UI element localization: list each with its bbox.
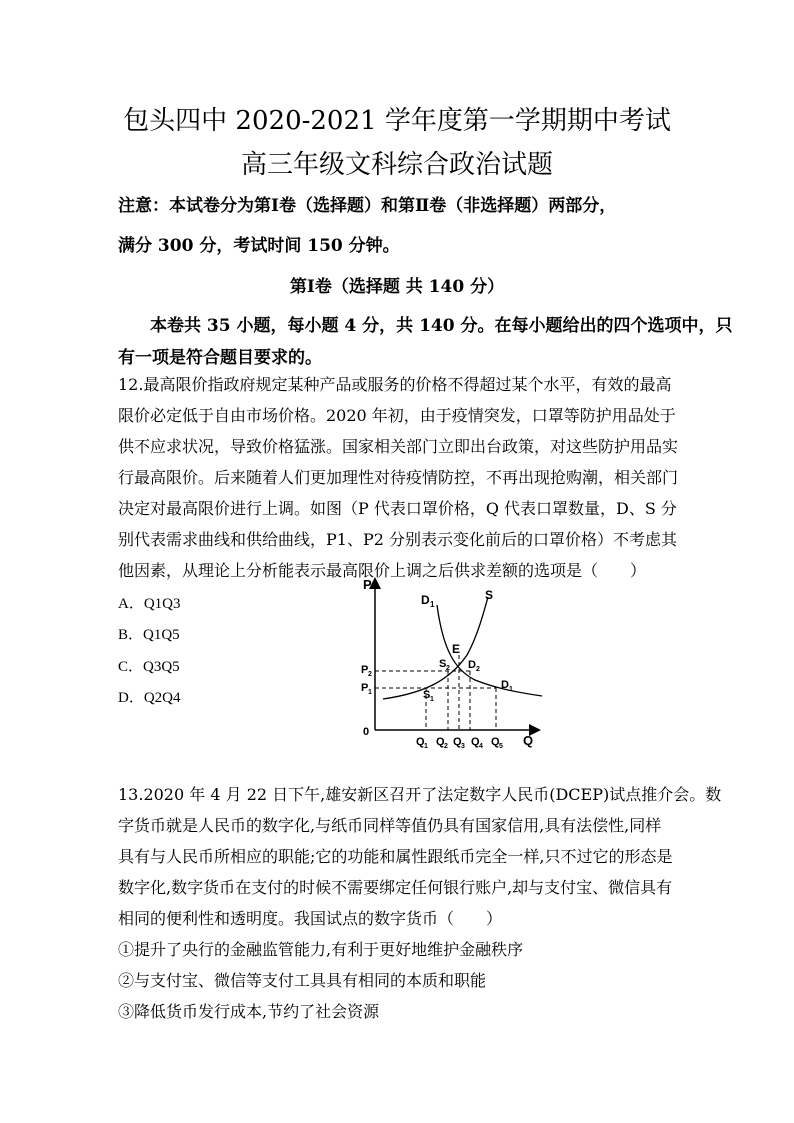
- label-d2: D: [468, 659, 476, 671]
- label-s: S: [485, 588, 494, 602]
- label-q5-sub: 5: [499, 743, 503, 750]
- q13-line: 相同的便利性和透明度。我国试点的数字货币（ ）: [118, 909, 503, 928]
- label-e: E: [452, 642, 461, 656]
- label-q3-sub: 3: [461, 743, 465, 750]
- q13-option-3: ③降低货币发行成本,节约了社会资源: [118, 1002, 380, 1021]
- q13-option-2: ②与支付宝、微信等支付工具具有相同的本质和职能: [118, 971, 487, 990]
- q12-option-c: C．Q3Q5: [118, 659, 180, 675]
- q12-line: 行最高限价。后来随着人们更加理性对待疫情防控，不再出现抢购潮，相关部门: [118, 468, 679, 487]
- instruction-line-2: 有一项是符合题目要求的。: [118, 348, 322, 368]
- label-q4-sub: 4: [479, 743, 483, 750]
- label-q2: Q: [436, 736, 445, 748]
- q12-line: 12.最高限价指政府规定某种产品或服务的价格不得超过某个水平，有效的最高: [118, 375, 672, 394]
- q12-option-a: A．Q1Q3: [118, 596, 181, 612]
- q13-option-1: ①提升了央行的金融监管能力,有利于更好地维护金融秩序: [118, 940, 524, 959]
- label-d1: D: [501, 679, 509, 691]
- label-d: D: [421, 593, 430, 607]
- q13-line: 具有与人民币所相应的职能;它的功能和属性跟纸币完全一样,只不过它的形态是: [118, 847, 673, 866]
- q13-line: 数字化,数字货币在支付的时候不需要绑定任何银行账户,却与支付宝、微信具有: [118, 878, 673, 897]
- label-p1-sub: 1: [368, 689, 372, 696]
- label-s2: S: [439, 658, 447, 670]
- section-heading: 第Ⅰ卷（选择题 共 140 分）: [289, 277, 505, 297]
- q12-line: 他因素，从理论上分析能表示最高限价上调之后供求差额的选项是（ ）: [118, 561, 647, 580]
- supply-demand-graph: [355, 575, 555, 755]
- label-s1: S: [423, 689, 431, 701]
- label-q5: Q: [491, 736, 500, 748]
- q12-option-d: D．Q2Q4: [118, 690, 181, 706]
- q12-line: 决定对最高限价进行上调。如图（P 代表口罩价格，Q 代表口罩数量，D、S 分: [118, 499, 677, 518]
- label-q2-sub: 2: [444, 743, 448, 750]
- notice-line-2: 满分 300 分，考试时间 150 分钟。: [118, 236, 400, 256]
- label-q4: Q: [471, 736, 480, 748]
- origin-label: 0: [363, 726, 370, 738]
- label-q3: Q: [453, 736, 462, 748]
- label-d1-sub: 1: [509, 686, 513, 693]
- label-p2-sub: 2: [368, 671, 372, 678]
- label-q1-sub: 1: [424, 743, 428, 750]
- axis-label-q: Q: [523, 733, 534, 748]
- instruction-line-1: 本卷共 35 小题，每小题 4 分，共 140 分。在每小题给出的四个选项中，只: [150, 316, 733, 336]
- label-s1-sub: 1: [430, 696, 434, 703]
- title-line-1: 包头四中 2020-2021 学年度第一学期期中考试: [123, 106, 671, 136]
- q12-option-b: B．Q1Q5: [118, 627, 180, 643]
- q13-line: 字货币就是人民币的数字化,与纸币同样等值仍具有国家信用,具有法偿性,同样: [118, 816, 662, 835]
- label-d2-sub: 2: [476, 666, 480, 673]
- q12-line: 别代表需求曲线和供给曲线，P1、P2 分别表示变化前后的口罩价格）不考虑其: [118, 530, 677, 549]
- q12-line: 限价必定低于自由市场价格。2020 年初，由于疫情突发，口罩等防护用品处于: [118, 406, 676, 425]
- label-p1: P: [361, 682, 369, 694]
- q12-line: 供不应求状况，导致价格猛涨。国家相关部门立即出台政策，对这些防护用品实: [118, 437, 679, 456]
- label-q1: Q: [416, 736, 425, 748]
- notice-line-1: 注意：本试卷分为第Ⅰ卷（选择题）和第Ⅱ卷（非选择题）两部分，: [118, 196, 617, 216]
- label-p2: P: [361, 664, 369, 676]
- title-line-2: 高三年级文科综合政治试题: [240, 150, 553, 180]
- supply-curve: [383, 597, 488, 699]
- label-d-sub: 1: [430, 600, 435, 609]
- axis-label-p: P: [363, 577, 372, 592]
- q13-line: 13.2020 年 4 月 22 日下午,雄安新区召开了法定数字人民币(DCEP)试点推介会。数: [118, 785, 722, 804]
- label-s2-sub: 2: [446, 665, 450, 672]
